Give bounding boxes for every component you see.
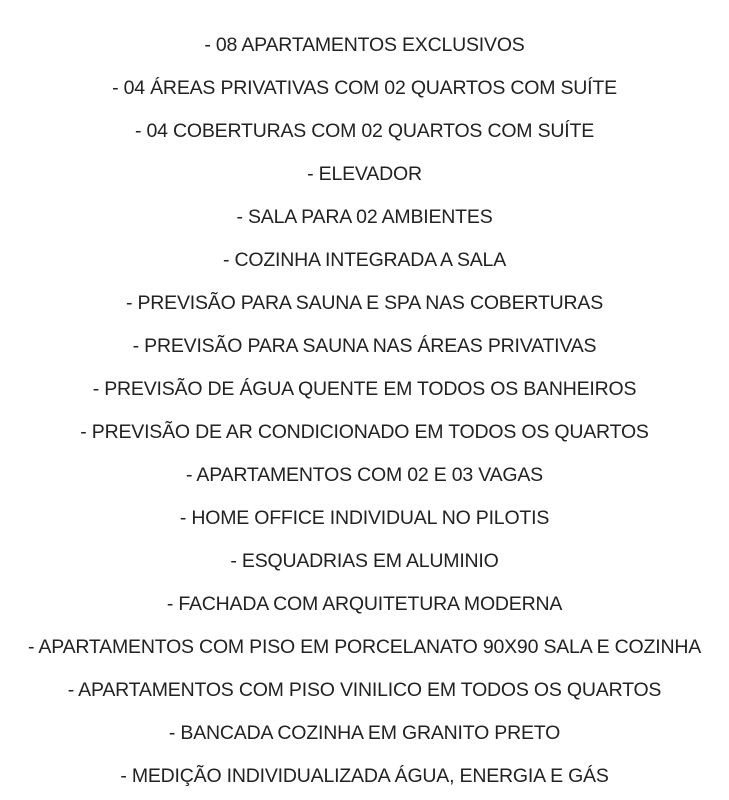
feature-line: - PREVISÃO PARA SAUNA E SPA NAS COBERTURAS	[125, 292, 604, 314]
feature-line: - PREVISÃO DE ÁGUA QUENTE EM TODOS OS BANHEIROS	[92, 378, 637, 400]
feature-line: - MEDIÇÃO INDIVIDUALIZADA ÁGUA, ENERGIA E GÁS	[120, 765, 609, 787]
feature-list	[0, 24, 729, 798]
feature-line: - 08 APARTAMENTOS EXCLUSIVOS	[204, 34, 525, 56]
feature-line: - APARTAMENTOS COM PISO EM PORCELANATO 90X90 SALA E COZINHA	[27, 636, 702, 658]
feature-line: - FACHADA COM ARQUITETURA MODERNA	[166, 593, 563, 615]
feature-line: - 04 ÁREAS PRIVATIVAS COM 02 QUARTOS COM SUÍTE	[112, 77, 617, 99]
feature-line: - PREVISÃO DE AR CONDICIONADO EM TODOS OS QUARTOS	[80, 421, 649, 443]
feature-line: - ESQUADRIAS EM ALUMINIO	[230, 550, 499, 572]
feature-line: - ELEVADOR	[307, 163, 422, 185]
feature-line: - APARTAMENTOS COM 02 E 03 VAGAS	[186, 464, 543, 486]
feature-line: - PREVISÃO PARA SAUNA NAS ÁREAS PRIVATIVAS	[132, 335, 597, 357]
feature-line: - BANCADA COZINHA EM GRANITO PRETO	[168, 722, 561, 744]
feature-line: - SALA PARA 02 AMBIENTES	[236, 206, 493, 228]
feature-line: - COZINHA INTEGRADA A SALA	[222, 249, 507, 271]
feature-line: - APARTAMENTOS COM PISO VINILICO EM TODOS OS QUARTOS	[67, 679, 662, 701]
feature-line: - HOME OFFICE INDIVIDUAL NO PILOTIS	[179, 507, 550, 529]
feature-line: - 04 COBERTURAS COM 02 QUARTOS COM SUÍTE	[134, 120, 594, 142]
